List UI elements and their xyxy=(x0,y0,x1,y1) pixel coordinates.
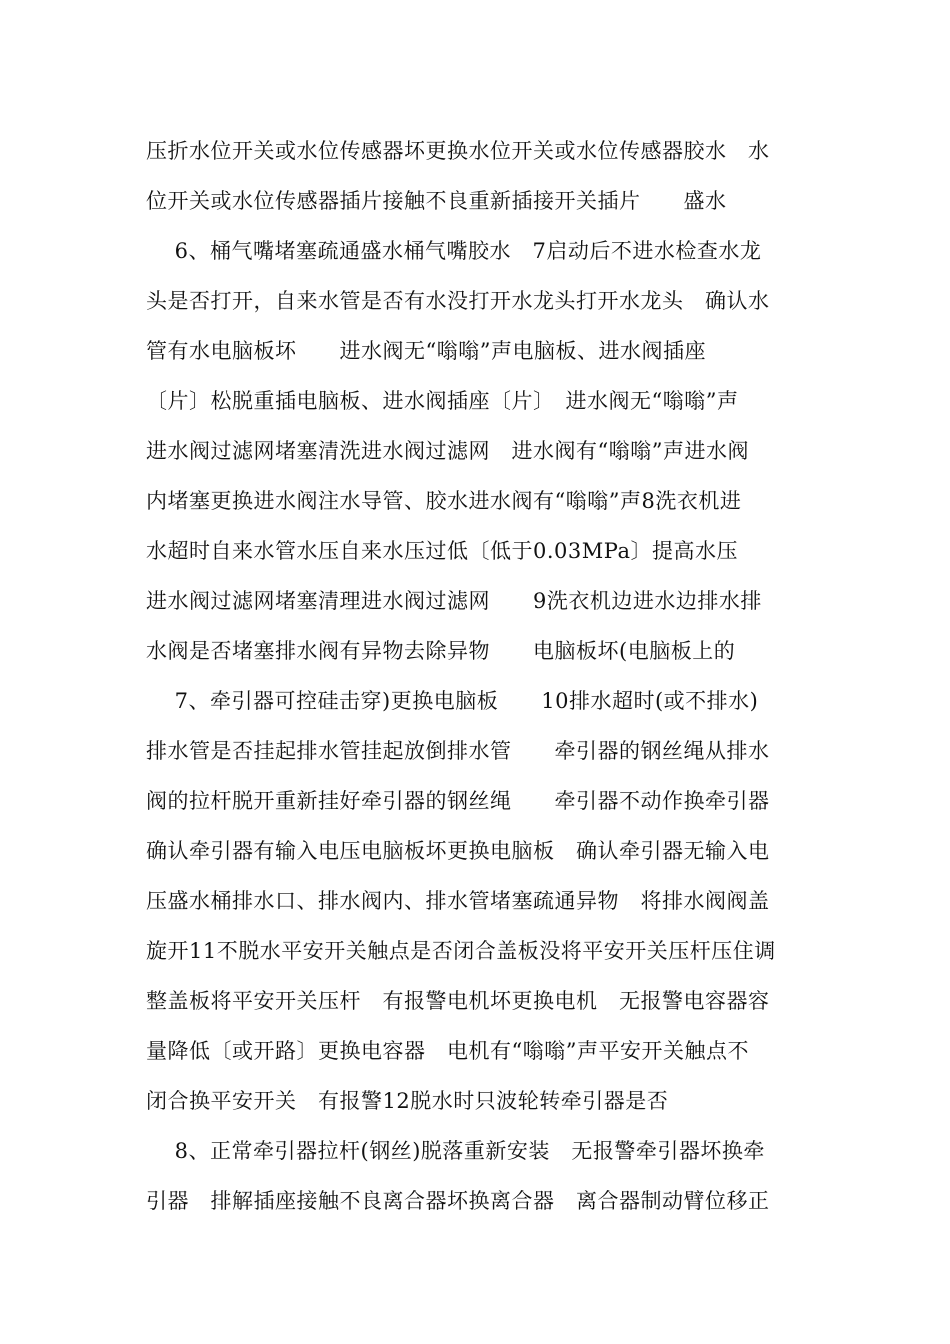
text-line: 闭合换平安开关 有报警12脱水时只波轮转牵引器是否 xyxy=(146,1089,669,1113)
text-line: 阀的拉杆脱开重新挂好牵引器的钢丝绳 牵引器不动作换牵引器 xyxy=(146,789,770,813)
text-line: 压盛水桶排水口、排水阀内、排水管堵塞疏通异物 将排水阀阀盖 xyxy=(146,889,770,913)
text-line: 6、桶气嘴堵塞疏通盛水桶气嘴胶水 7启动后不进水检查水龙 xyxy=(146,239,762,263)
text-line: 7、牵引器可控硅击穿)更换电脑板 10排水超时(或不排水) xyxy=(146,689,759,713)
text-line: 〔片〕松脱重插电脑板、进水阀插座〔片〕 进水阀无“嗡嗡”声 xyxy=(146,389,739,413)
text-line: 压折水位开关或水位传感器坏更换水位开关或水位传感器胶水 水 xyxy=(146,139,770,163)
text-line: 位开关或水位传感器插片接触不良重新插接开关插片 盛水 xyxy=(146,189,727,213)
text-line: 管有水电脑板坏 进水阀无“嗡嗡”声电脑板、进水阀插座 xyxy=(146,339,706,363)
text-line: 进水阀过滤网堵塞清理进水阀过滤网 9洗衣机边进水边排水排 xyxy=(146,589,762,613)
text-line: 排水管是否挂起排水管挂起放倒排水管 牵引器的钢丝绳从排水 xyxy=(146,739,770,763)
text-line: 头是否打开，自来水管是否有水没打开水龙头打开水龙头 确认水 xyxy=(146,289,770,313)
text-line: 内堵塞更换进水阀注水导管、胶水进水阀有“嗡嗡”声8洗衣机进 xyxy=(146,489,742,513)
text-line: 进水阀过滤网堵塞清洗进水阀过滤网 进水阀有“嗡嗡”声进水阀 xyxy=(146,439,749,463)
text-line: 量降低〔或开路〕更换电容器 电机有“嗡嗡”声平安开关触点不 xyxy=(146,1039,749,1063)
text-line: 引器 排解插座接触不良离合器坏换离合器 离合器制动臂位移正 xyxy=(146,1189,770,1213)
text-line: 水阀是否堵塞排水阀有异物去除异物 电脑板坏(电脑板上的 xyxy=(146,639,736,663)
text-line: 整盖板将平安开关压杆 有报警电机坏更换电机 无报警电容器容 xyxy=(146,989,770,1013)
text-line: 确认牵引器有输入电压电脑板坏更换电脑板 确认牵引器无输入电 xyxy=(146,839,770,863)
text-line: 水超时自来水管水压自来水压过低〔低于0.03MPa〕提高水压 xyxy=(146,539,738,563)
text-line: 8、正常牵引器拉杆(钢丝)脱落重新安装 无报警牵引器坏换牵 xyxy=(146,1139,765,1163)
text-line: 旋开11不脱水平安开关触点是否闭合盖板没将平安开关压杆压住调 xyxy=(146,939,776,963)
